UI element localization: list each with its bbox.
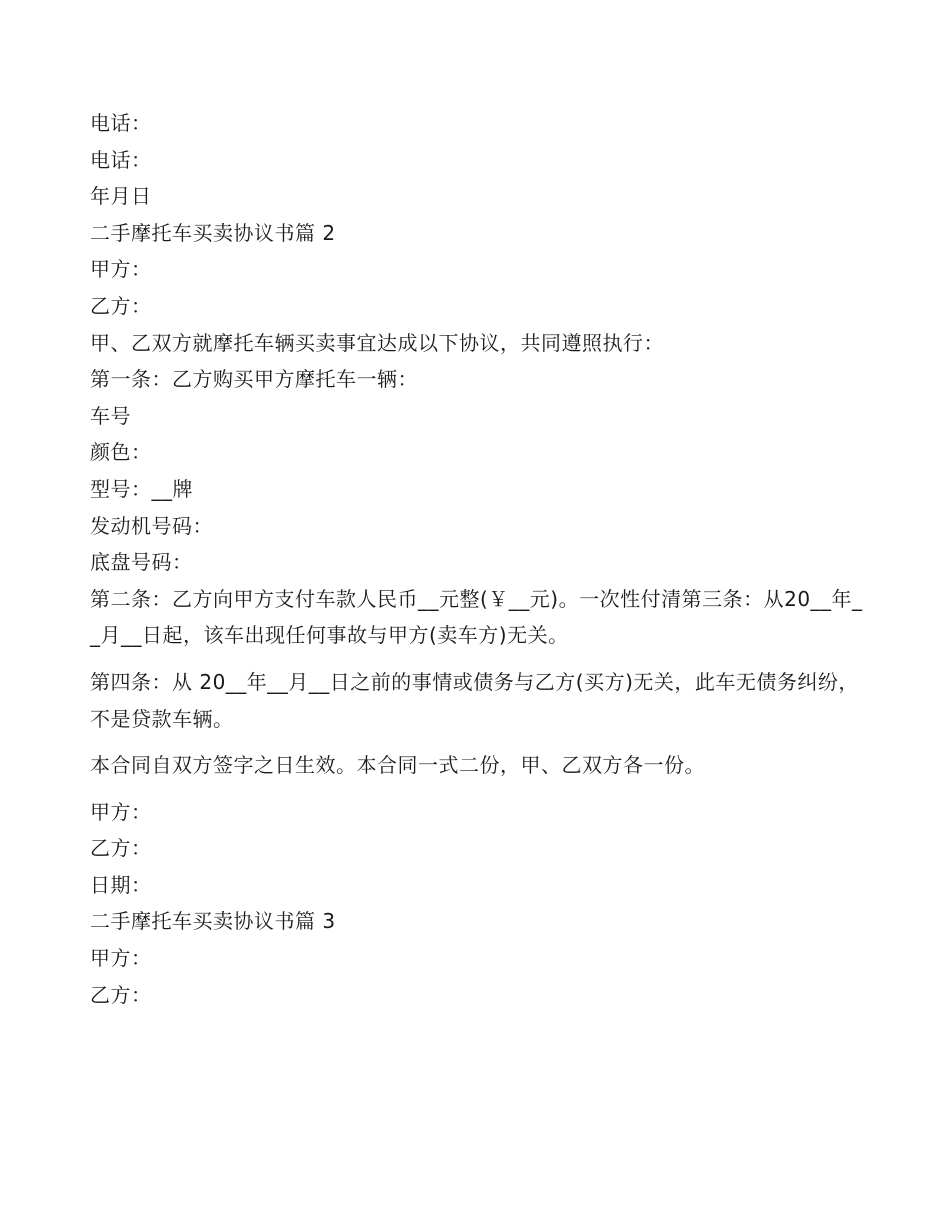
sign-party-a: 甲方： [90,799,152,824]
party-b-line: 乙方： [90,293,152,318]
clause-4: 第四条：从 20__年__月__日之前的事情或债务与乙方(买方)无关，此车无债务纠纷，不是贷款车辆。 [90,669,859,731]
party-a-line-3: 甲方： [90,946,152,971]
agreement-intro: 甲、乙双方就摩托车辆买卖事宜达成以下协议，共同遵照执行： [90,330,664,355]
document-page [90,105,870,1013]
engine-number-line: 发动机号码： [90,513,213,538]
color-line: 颜色： [90,440,152,465]
party-b-line-3: 乙方： [90,982,152,1007]
party-a-line: 甲方： [90,257,152,282]
date-line: 年月日 [90,184,152,209]
phone-line-1: 电话： [90,111,152,135]
phone-line-2: 电话： [90,147,152,172]
effective-clause: 本合同自双方签字之日生效。本合同一式二份，甲、乙双方各一份。 [90,753,705,778]
chassis-number-line: 底盘号码： [90,550,193,575]
sign-party-b: 乙方： [90,836,152,861]
clause-1: 第一条：乙方购买甲方摩托车一辆： [90,367,418,392]
plate-number-line: 车号 [90,403,131,428]
model-line: 型号：__牌 [90,476,193,501]
section-title-2: 二手摩托车买卖协议书篇 2 [90,220,336,245]
sign-date: 日期： [90,872,152,897]
clause-2-3: 第二条：乙方向甲方支付车款人民币__元整(￥__元)。一次性付清第三条：从20__年__月__日起，该车出现任何事故与甲方(卖车方)无关。 [90,586,863,648]
section-title-3: 二手摩托车买卖协议书篇 3 [90,909,336,934]
